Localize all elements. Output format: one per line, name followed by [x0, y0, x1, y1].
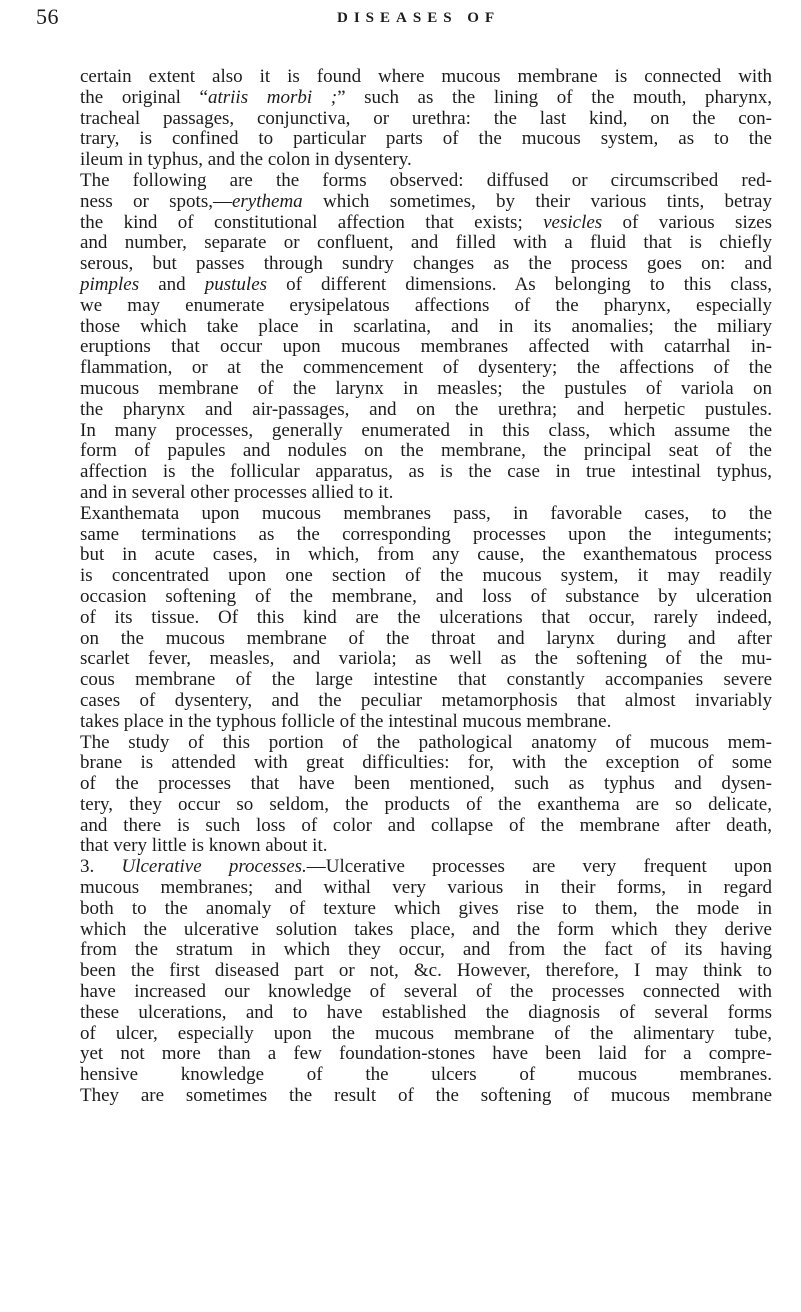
text-run: and there is such loss of color and collapse of the membrane after death,: [80, 814, 772, 836]
text-line: [80, 150, 772, 171]
text-run: have increased our knowledge of several of the processes connected with: [80, 981, 772, 1003]
text-line: [80, 317, 772, 338]
text-line: [80, 608, 772, 629]
text-line: [80, 337, 772, 358]
text-run: the kind of constitutional affection that exists;: [80, 211, 544, 233]
text-line: [80, 109, 772, 130]
text-run: the pharynx and air-passages, and on the urethra; and herpetic pustules.: [80, 398, 772, 420]
text-run: and number, separate or confluent, and filled with a fluid that is chiefly: [80, 232, 772, 254]
text-line: [80, 899, 772, 920]
text-run: In many processes, generally enumerated in this class, which assume the: [80, 419, 772, 441]
italic-text: atriis morbi ;: [207, 86, 338, 108]
italic-text: erythema: [231, 190, 303, 212]
text-line: [80, 254, 772, 275]
text-line: [80, 649, 772, 670]
text-line: [80, 192, 772, 213]
body-text: [80, 67, 772, 1107]
text-run: cases of dysentery, and the peculiar metamorphosis that almost invariably: [80, 689, 772, 711]
text-line: [80, 940, 772, 961]
text-run: of different dimensions. As belonging to this class,: [267, 273, 772, 295]
text-line: [80, 233, 772, 254]
text-line: [80, 171, 772, 192]
text-run: cous membrane of the large intestine that constantly accompanies severe: [80, 669, 772, 691]
text-run: both to the anomaly of texture which gives rise to them, the mode in: [80, 897, 772, 919]
text-line: [80, 961, 772, 982]
text-run: the original “: [80, 86, 208, 108]
text-run: The following are the forms observed: diffused or circumscribed red-: [80, 169, 772, 191]
text-run: which sometimes, by their various tints, betray: [302, 190, 772, 212]
text-line: [80, 462, 772, 483]
text-run: hensive knowledge of the ulcers of mucous membranes.: [80, 1064, 772, 1086]
text-line: [80, 213, 772, 234]
text-line: [80, 525, 772, 546]
text-run: flammation, or at the commencement of dysentery; the affections of the: [80, 357, 772, 379]
text-run: form of papules and nodules on the membrane, the principal seat of the: [80, 440, 772, 462]
text-line: [80, 129, 772, 150]
text-line: [80, 379, 772, 400]
text-line: [80, 1003, 772, 1024]
italic-text: vesicles: [543, 211, 603, 233]
italic-text: pustules: [204, 273, 268, 295]
italic-text: pimples: [80, 273, 140, 295]
text-run: Exanthemata upon mucous membranes pass, in favorable cases, to the: [80, 502, 772, 524]
text-line: [80, 670, 772, 691]
text-line: [80, 733, 772, 754]
text-line: [80, 545, 772, 566]
text-run: 3.: [80, 856, 122, 878]
text-run: occasion softening of the membrane, and loss of substance by ulceration: [80, 585, 772, 607]
text-run: that very little is known about it.: [80, 835, 328, 857]
text-line: [80, 566, 772, 587]
text-line: [80, 67, 772, 88]
text-line: [80, 920, 772, 941]
text-line: [80, 1086, 772, 1107]
text-run: tracheal passages, conjunctiva, or urethra: the last kind, on the con-: [80, 107, 772, 129]
text-run: and: [139, 273, 205, 295]
text-run: serous, but passes through sundry changes as the process goes on: and: [80, 253, 772, 275]
text-run: yet not more than a few foundation-stones have been laid for a compre-: [80, 1043, 772, 1065]
text-run: ness or spots,—: [80, 190, 232, 212]
text-line: [80, 857, 772, 878]
text-run: brane is attended with great difficulties: for, with the exception of some: [80, 752, 772, 774]
text-run: mucous membrane of the larynx in measles; the pustules of variola on: [80, 377, 772, 399]
text-line: [80, 878, 772, 899]
text-run: trary, is confined to particular parts of the mucous system, as to the: [80, 128, 772, 150]
text-line: [80, 587, 772, 608]
text-line: [80, 296, 772, 317]
text-run: of its tissue. Of this kind are the ulcerations that occur, rarely indeed,: [80, 606, 772, 628]
text-line: [80, 358, 772, 379]
running-head: DISEASES OF: [337, 10, 501, 26]
text-run: of ulcer, especially upon the mucous membrane of the alimentary tube,: [80, 1022, 772, 1044]
text-run: we may enumerate erysipelatous affections of the pharynx, especially: [80, 294, 772, 316]
text-run: those which take place in scarlatina, and in its anomalies; the miliary: [80, 315, 772, 337]
text-line: [80, 795, 772, 816]
text-line: [80, 691, 772, 712]
text-run: eruptions that occur upon mucous membranes affected with catarrhal in-: [80, 336, 772, 358]
text-run: scarlet fever, measles, and variola; as well as the softening of the mu-: [80, 648, 772, 670]
text-run: from the stratum in which they occur, and from the fact of its having: [80, 939, 772, 961]
text-run: The study of this portion of the pathological anatomy of mucous mem-: [80, 731, 772, 753]
text-line: [80, 836, 772, 857]
text-line: [80, 483, 772, 504]
text-run: —Ulcerative processes are very frequent upon: [306, 856, 772, 878]
text-run: same terminations as the corresponding processes upon the integuments;: [80, 523, 772, 545]
page-number: 56: [36, 4, 59, 29]
text-run: these ulcerations, and to have established the diagnosis of several forms: [80, 1001, 772, 1023]
text-line: [80, 1065, 772, 1086]
text-run: of the processes that have been mentioned, such as typhus and dysen-: [80, 773, 772, 795]
text-line: [80, 441, 772, 462]
text-line: [80, 629, 772, 650]
text-run: ” such as the lining of the mouth, pharynx,: [337, 86, 772, 108]
text-line: [80, 753, 772, 774]
text-line: [80, 88, 772, 109]
italic-text: Ulcerative processes.: [121, 856, 307, 878]
text-line: [80, 712, 772, 733]
text-run: been the first diseased part or not, &c. However, therefore, I may think to: [80, 960, 772, 982]
text-line: [80, 400, 772, 421]
text-line: [80, 421, 772, 442]
text-run: is concentrated upon one section of the mucous system, it may readily: [80, 565, 772, 587]
text-line: [80, 1044, 772, 1065]
text-run: tery, they occur so seldom, the products of the exanthema are so delicate,: [80, 793, 772, 815]
text-run: and in several other processes allied to it.: [80, 481, 394, 503]
text-line: [80, 1024, 772, 1045]
text-run: mucous membranes; and withal very various in their forms, in regard: [80, 877, 772, 899]
text-run: takes place in the typhous follicle of the intestinal mucous membrane.: [80, 710, 612, 732]
text-line: [80, 774, 772, 795]
text-line: [80, 982, 772, 1003]
text-run: certain extent also it is found where mucous membrane is connected with: [80, 66, 772, 87]
text-run: ileum in typhus, and the colon in dysentery.: [80, 149, 412, 171]
text-line: [80, 816, 772, 837]
text-run: affection is the follicular apparatus, as is the case in true intestinal typhus,: [80, 461, 772, 483]
text-run: which the ulcerative solution takes place, and the form which they derive: [80, 918, 772, 940]
text-run: of various sizes: [602, 211, 772, 233]
text-line: [80, 275, 772, 296]
text-run: but in acute cases, in which, from any cause, the exanthematous process: [80, 544, 772, 566]
text-run: on the mucous membrane of the throat and larynx during and after: [80, 627, 772, 649]
text-run: They are sometimes the result of the softening of mucous membrane: [80, 1085, 772, 1107]
text-line: [80, 504, 772, 525]
